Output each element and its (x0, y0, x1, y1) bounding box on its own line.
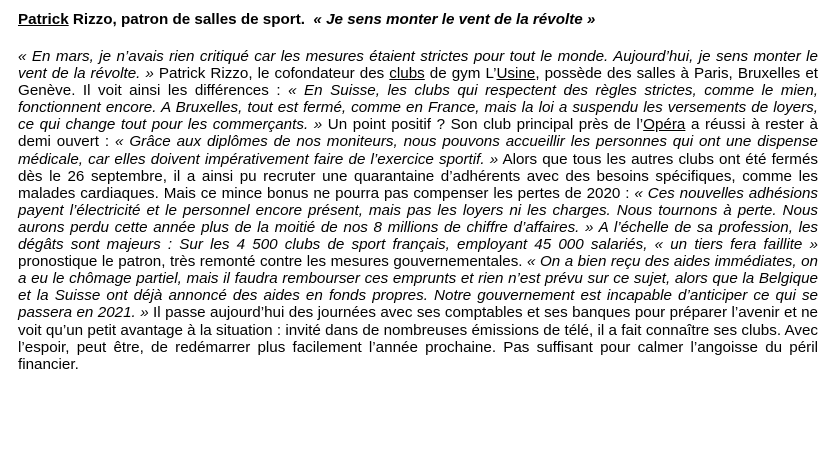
body-segment: de gym L’ (424, 65, 497, 83)
body-segment: pronostique le patron, très remonté contre les mesures gouvernementales. (18, 253, 528, 271)
body-segment: Patrick Rizzo, le cofondateur des (153, 65, 390, 83)
body-segment: « En mars, je n’avais rien critiqué car les mesures étaient strictes pour tout le monde. Aujourd’hui, je sens monter le vent de la révolte. » (18, 48, 818, 83)
heading-name: Patrick (18, 11, 69, 28)
body-segment: Opéra (643, 116, 686, 134)
body-segment: a réussi à rester à demi ouvert : (18, 116, 818, 151)
article (18, 9, 818, 373)
heading-subtitle: Rizzo, patron de salles de sport. (68, 11, 305, 28)
body-segment: Il passe aujourd’hui des journées avec ses comptables et ses banques pour préparer l’avenir et ne voit qu’un petit avantage à la situation : invité dans de nombreuses émissions de télé, il a fait connaître ses clubs. Avec l’espoir, peut être, de redémarrer plus facilement l’année prochaine. Pas suffisant pour calmer l’angoisse du péril financier. (18, 304, 818, 373)
body-segment: , possède des salles à Paris, Bruxelles et Genève. Il voit ainsi les différences : (18, 65, 818, 100)
body-segment: Alors que tous les autres clubs ont été fermés dès le 26 septembre, il a ainsi pu recruter une quarantaine d’adhérents avec des besoins spécifiques, comme les malades cardiaques. Mais ce mince bonus ne pourra pas compenser les pertes de 2020 : (18, 150, 818, 202)
body-segment: « En Suisse, les clubs qui respectent des règles strictes, comme le mien, fonctionnent encore. A Bruxelles, tout est fermé, comme en France, mais la loi a suspendu les versements de loyers, ce qui change tout pour les commerçants. » (18, 82, 818, 134)
body-segment: Usine (496, 65, 536, 83)
body-segment: « Grâce aux diplômes de nos moniteurs, nous pouvons accueillir les personnes qui ont une dispense médicale, car elles doivent impérativement faire de l’exercice sportif. » (18, 133, 818, 168)
body-segment: Un point positif ? Son club principal près de l’ (322, 116, 644, 134)
article-heading (18, 9, 818, 31)
body-segment: clubs (389, 65, 425, 83)
body-segment: A l’échelle de sa profession, les dégâts sont majeurs : Sur les 4 500 clubs de sport français, employant 45 000 salariés, « un tiers fera faillite » (18, 218, 819, 254)
heading-quote: « Je sens monter le vent de la révolte » (313, 11, 596, 28)
body-segment: « Ces nouvelles adhésions payent l’électricité et le personnel encore présent, mais pas les loyers ni les charges. Nous tournons à perte. Nous aurons perdu cette année plus de la moitié de nos 8 millions de chiffre d’affaires. » (18, 184, 818, 236)
body-segment: « On a bien reçu des aides immédiates, on a eu le chômage partiel, mais il faudra rembourser ces emprunts et rien n’est prévu sur ce sujet, alors que la Belgique et la Suisse ont déjà annoncé des aides en fonds propres. Notre gouvernement est incapable d’anticiper ce qui se passera en 2021. » (18, 253, 818, 322)
article-body (18, 48, 818, 373)
